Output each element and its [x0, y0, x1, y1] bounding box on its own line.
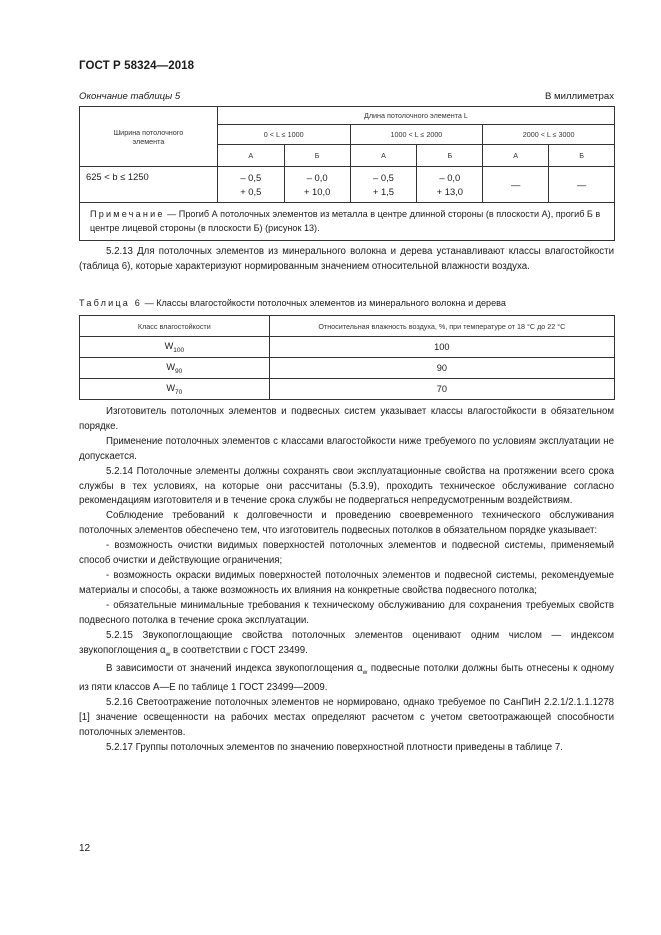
- subcol-header: А: [217, 145, 284, 167]
- subcol-header: А: [350, 145, 417, 167]
- length-header-text: Длина потолочного элемента L: [363, 111, 468, 120]
- document-header: ГОСТ Р 58324—2018: [79, 60, 195, 72]
- range-header: 0 < L ≤ 1000: [217, 125, 350, 145]
- alpha-symbol: α: [160, 644, 166, 656]
- table-note: [80, 203, 615, 241]
- table-cell: [284, 167, 350, 203]
- table6-caption: [79, 298, 506, 308]
- paragraph-text: 5.2.15 Звукопоглощающие свойства потолочных элементов оценивают одним числом — индексом звукопоглощения: [79, 629, 614, 656]
- subcol-header: Б: [284, 145, 350, 167]
- table5-caption: Окончание таблицы 5: [79, 91, 181, 102]
- list-item: - обязательные минимальные требования к техническому обслуживанию для сохранения требуемых свойств подвесного потолка в течение срока эксплуатации.: [79, 599, 614, 626]
- note-text: — Прогиб А потолочных элементов из металла в центре длинной стороны (в плоскости А), прогиб Б в центре лицевой стороны (в плоскости Б) (рисунок 13).: [90, 209, 601, 233]
- alpha-subscript: w: [362, 669, 368, 677]
- table-cell: [483, 167, 549, 203]
- length-column-header: [217, 107, 614, 125]
- paragraph: 5.2.17 Группы потолочных элементов по значению поверхностной плотности приведены в таблице 7.: [106, 741, 563, 753]
- class-subscript: 70: [175, 388, 183, 396]
- table-cell: [417, 167, 483, 203]
- cell-dash: —: [510, 178, 521, 190]
- cell-value-min: – 0,5: [240, 171, 262, 183]
- paragraph: Изготовитель потолочных элементов и подвесных систем указывает классы влагостойкости в обязательном порядке.: [79, 406, 614, 432]
- paragraph: Соблюдение требований к долговечности и проведению своевременного технического обслуживания потолочных элементов обеспечено тем, что изготовитель подвесных потолков в обязательном порядке указывает:: [79, 510, 614, 537]
- column-header: Класс влагостойкости: [80, 316, 270, 337]
- row-label: 625 < b ≤ 1250: [80, 167, 218, 203]
- cell-value-min: – 0,0: [439, 171, 461, 183]
- list-item: - возможность окраски видимых поверхностей потолочных элементов и подвесной системы, рекомендуемые материалы и способы, а также возможность их влияния на конкретные свойства подвесного потолка;: [79, 569, 614, 596]
- table5-end: [79, 106, 615, 241]
- paragraph-5-2-13: [79, 245, 614, 275]
- table6: [79, 315, 615, 400]
- class-cell: [80, 379, 270, 400]
- paragraph-text: 5.2.13 Для потолочных элементов из минерального волокна и дерева устанавливают классы влагостойкости (таблица 6), которые характеризуют нормированным значением относительной влажности воздуха.: [79, 246, 614, 272]
- class-symbol: W: [166, 382, 176, 393]
- cell-dash: —: [576, 178, 587, 190]
- paragraph: 5.2.16 Светоотражение потолочных элементов не нормировано, однако требуемое по СанПиН 2.2.1/2.1.1.1278 [1] значение освещенности на рабочих местах определяют расчетом с учетом светоотражающей способности потолочных элементов.: [79, 697, 614, 738]
- class-symbol: W: [166, 361, 176, 372]
- list-item: - возможность очистки видимых поверхностей потолочных элементов и подвесной системы, применяемый способ очистки и действующие ограничения;: [79, 540, 614, 567]
- cell-value-min: – 0,0: [306, 171, 328, 183]
- subcol-header: Б: [549, 145, 615, 167]
- note-label: Примечание: [90, 209, 165, 219]
- paragraph: [79, 662, 614, 696]
- class-symbol: W: [164, 340, 174, 351]
- paragraph: [79, 629, 614, 663]
- body-text: [79, 405, 614, 756]
- paragraph-text: подвесные потолки должны быть отнесены к одному из пяти классов А—Е по таблице 1 ГОСТ 23499—2009.: [79, 663, 615, 694]
- subcol-header: Б: [417, 145, 483, 167]
- class-subscript: 100: [173, 346, 185, 354]
- subcol-header: А: [483, 145, 549, 167]
- cell-value-max: + 0,5: [240, 185, 262, 197]
- table-cell: [549, 167, 615, 203]
- column-header: Относительная влажность воздуха, %, при температуре от 18 °С до 22 °С: [269, 316, 614, 337]
- units-label: В миллиметрах: [544, 91, 614, 102]
- alpha-subscript: w: [165, 650, 171, 658]
- paragraph-text: в соответствии с ГОСТ 23499.: [170, 644, 308, 656]
- paragraph: 5.2.14 Потолочные элементы должны сохранять свои эксплуатационные свойства на протяжении всего срока службы в тех условиях, на которые они рассчитаны (5.3.9), проходить техническое обслуживание согласно рекомендациям изготовителя и в течение срока службы не подвергаться непредусмотренным воздействиям.: [79, 465, 614, 507]
- cell-value-max: + 13,0: [436, 185, 463, 197]
- class-subscript: 90: [175, 367, 183, 375]
- value-cell: 90: [269, 358, 614, 379]
- page-number: 12: [79, 843, 91, 854]
- cell-value-min: – 0,5: [373, 171, 394, 183]
- value-cell: 100: [269, 337, 614, 358]
- width-column-header: Ширина потолочного элемента: [80, 107, 218, 167]
- range-header: 1000 < L ≤ 2000: [350, 125, 483, 145]
- value-cell: 70: [269, 379, 614, 400]
- paragraph: Применение потолочных элементов с классами влагостойкости ниже требуемого по условиям эксплуатации не допускается.: [79, 435, 614, 462]
- table-cell: [217, 167, 284, 203]
- class-cell: [80, 337, 270, 358]
- class-cell: [80, 358, 270, 379]
- table6-caption-text: — Классы влагостойкости потолочных элементов из минерального волокна и дерева: [142, 298, 506, 308]
- table6-caption-label: Таблица 6: [79, 298, 143, 308]
- cell-value-max: + 10,0: [303, 185, 331, 197]
- cell-value-max: + 1,5: [372, 185, 395, 197]
- paragraph-text: В зависимости от значений индекса звукопоглощения: [106, 663, 358, 675]
- table-cell: [350, 167, 417, 203]
- alpha-symbol: α: [357, 663, 363, 675]
- range-header: 2000 < L ≤ 3000: [483, 125, 615, 145]
